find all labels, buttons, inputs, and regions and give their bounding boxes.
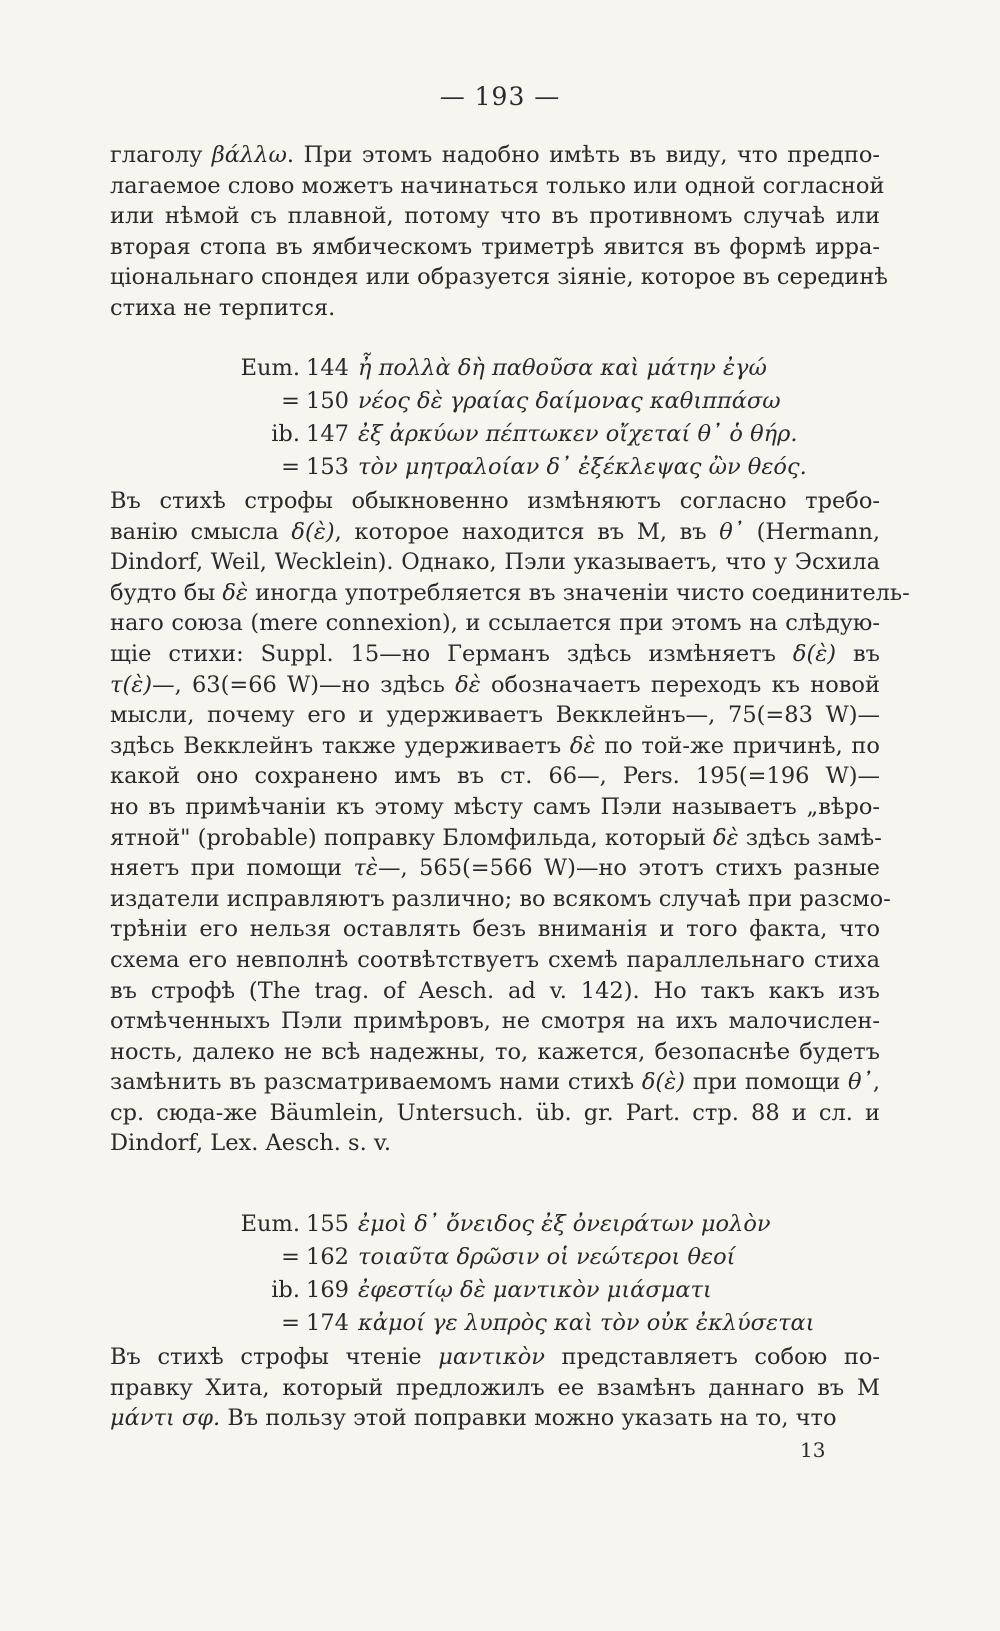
- text-segment: ,: [872, 1069, 880, 1096]
- text-segment: здѣсь замѣ-: [738, 824, 882, 851]
- paragraph-1: [110, 140, 888, 324]
- text-line: [110, 914, 880, 945]
- greek-verse: ἐμοὶ δ᾽ ὄνειδος ἐξ ὀνειράτων μολὸν: [358, 1211, 771, 1237]
- text-segment: издатели исправляютъ различно; во всякомъ случаѣ при разсмо-: [110, 885, 891, 912]
- verse-ref: ib.: [271, 1277, 300, 1303]
- verse-block-1: [0, 352, 1000, 484]
- text-line: [110, 201, 880, 232]
- greek-word: δὲ: [712, 824, 739, 851]
- text-line: [110, 700, 880, 731]
- greek-verse: ἦ πολλὰ δὴ παθοῦσα καὶ μάτην ἐγώ: [358, 355, 767, 381]
- text-line: [110, 853, 880, 884]
- text-segment: ванію смысла: [110, 518, 292, 545]
- text-segment: ятной" (probable) поправку Бломфильда, который: [110, 824, 713, 851]
- greek-word: τὲ: [353, 855, 378, 882]
- text-line: [110, 1128, 880, 1159]
- verse-line: [0, 1241, 1000, 1274]
- text-segment: ность, далеко не всѣ надежны, то, кажется, безопаснѣе будетъ: [110, 1038, 880, 1065]
- text-segment: здѣсь Векклейнъ также удерживаетъ: [110, 732, 570, 759]
- text-segment: —, 565(=566 W)—но этотъ стихъ разные: [378, 855, 880, 882]
- greek-word: δὲ: [569, 732, 596, 759]
- text-segment: ср. сюда-же Bäumlein, Untersuch. üb. gr. Part. стр. 88 и сл. и: [110, 1099, 880, 1126]
- text-segment: трѣніи его нельзя оставлять безъ вниманія и того факта, что: [110, 916, 880, 943]
- verse-line: [0, 352, 1000, 385]
- text-line: [110, 171, 885, 202]
- verse-line: [0, 451, 1000, 484]
- greek-word: δ(ὲ): [291, 518, 335, 545]
- text-segment: представляетъ собою по-: [544, 1344, 880, 1370]
- verse-ref: ib.: [271, 421, 300, 447]
- page-number: — 193 —: [439, 82, 561, 111]
- greek-verse: τοιαῦτα δρῶσιν οἱ νεώτεροι θεοί: [358, 1244, 736, 1270]
- verse-number: 153: [306, 454, 349, 480]
- text-segment: Въ пользу этой поправки можно указать на то, что: [220, 1405, 837, 1432]
- text-segment: мысли, почему его и удерживаетъ Векклейнъ—, 75(=83 W)—: [110, 702, 880, 729]
- verse-line: [0, 1274, 1000, 1307]
- text-line: [110, 884, 891, 915]
- text-segment: щіе стихи: Suppl. 15—но Германъ здѣсь измѣняетъ: [110, 640, 793, 667]
- verse-line: [0, 385, 1000, 418]
- greek-verse: ἐξ ἀρκύων πέπτωκεν οἴχεταί θ᾽ ὁ θήρ.: [358, 421, 798, 447]
- verse-ref: =: [281, 388, 300, 414]
- text-line: [110, 140, 880, 171]
- text-line: [110, 1067, 880, 1098]
- paragraph-3: [110, 1342, 880, 1434]
- text-segment: , которое находится въ M, въ: [334, 518, 720, 545]
- text-line: [110, 639, 880, 670]
- text-line: [110, 731, 880, 762]
- greek-word: θ᾽: [848, 1069, 873, 1096]
- text-line: [110, 1098, 880, 1129]
- text-segment: въ строфѣ (The trag. of Aesch. ad v. 142). Но такъ какъ изъ: [110, 977, 880, 1004]
- verse-number: 155: [306, 1211, 349, 1237]
- verse-ref: Eum.: [240, 355, 300, 381]
- text-line: [110, 1403, 880, 1434]
- verse-line: [0, 1307, 1000, 1340]
- verse-ref: =: [281, 454, 300, 480]
- verse-line: [0, 1208, 1000, 1241]
- text-line: [110, 262, 888, 293]
- text-line: [110, 608, 880, 639]
- text-segment: отмѣченныхъ Пэли примѣровъ, не смотря на ихъ малочислен-: [110, 1008, 880, 1035]
- text-segment: . При этомъ надобно имѣть въ виду, что предпо-: [286, 142, 881, 168]
- text-segment: ціональнаго спондея или образуется зіяніе, которое въ серединѣ: [110, 264, 888, 291]
- text-segment: будто бы: [110, 579, 223, 606]
- text-segment: Dindorf, Lex. Aesch. s. v.: [110, 1130, 392, 1157]
- greek-verse: ἐφεστίῳ δὲ μαντικὸν μιάσματι: [358, 1277, 712, 1303]
- text-segment: Въ стихѣ строфы чтеніе: [110, 1344, 439, 1370]
- text-line: [110, 670, 880, 701]
- text-segment: Dindorf, Weil, Wecklein). Однако, Пэли указываетъ, что у Эсхила: [110, 549, 880, 576]
- text-segment: стиха не терпится.: [110, 294, 336, 321]
- verse-ref: =: [281, 1310, 300, 1336]
- greek-word: θ᾽: [719, 518, 745, 545]
- greek-word: τ(ὲ): [110, 671, 153, 698]
- text-segment: по той-же причинѣ, по: [595, 732, 880, 759]
- verse-number: 147: [306, 421, 349, 447]
- text-line: [110, 823, 880, 854]
- text-segment: (Hermann,: [744, 518, 880, 545]
- text-line: [110, 761, 880, 792]
- verse-number: 174: [306, 1310, 349, 1336]
- signature-mark: 13: [800, 1438, 826, 1462]
- text-line: [110, 578, 910, 609]
- greek-word: μαντικὸν: [438, 1344, 545, 1370]
- text-segment: правку Хита, который предложилъ ее взамѣнъ даннаго въ M: [110, 1374, 880, 1401]
- text-segment: Въ стихѣ строфы обыкновенно измѣняютъ согласно требо-: [110, 488, 880, 514]
- text-segment: обозначаетъ переходъ къ новой: [480, 671, 880, 698]
- greek-verse: τὸν μητραλοίαν δ᾽ ἐξέκλεψας ὢν θεός.: [358, 454, 807, 480]
- text-line: [110, 293, 880, 324]
- text-line: [110, 945, 880, 976]
- text-segment: —, 63(=66 W)—но здѣсь: [152, 671, 456, 698]
- verse-line: [0, 418, 1000, 451]
- text-segment: какой оно сохранено имъ въ ст. 66—, Pers. 195(=196 W)—: [110, 763, 880, 790]
- text-segment: въ: [836, 640, 880, 667]
- verse-number: 169: [306, 1277, 349, 1303]
- text-segment: глаголу: [110, 142, 212, 168]
- text-segment: замѣнить въ разсматриваемомъ нами стихѣ: [110, 1069, 642, 1096]
- text-segment: вторая стопа въ ямбическомъ триметрѣ явится въ формѣ ирра-: [110, 233, 880, 260]
- verse-block-2: [0, 1208, 1000, 1340]
- text-line: [110, 976, 880, 1007]
- verse-number: 144: [306, 355, 349, 381]
- text-line: [110, 547, 880, 578]
- text-segment: лагаемое слово можетъ начинаться только или одной согласной: [110, 172, 885, 199]
- greek-word: δὲ: [455, 671, 481, 698]
- text-segment: схема его невполнѣ соотвѣтствуетъ схемѣ параллельнаго стиха: [110, 946, 880, 973]
- text-segment: но въ примѣчаніи къ этому мѣсту самъ Пэли называетъ „вѣро-: [110, 793, 880, 820]
- text-segment: няетъ при помощи: [110, 855, 354, 882]
- text-segment: при помощи: [685, 1069, 849, 1096]
- greek-word: βάλλω: [211, 142, 287, 168]
- verse-ref: =: [281, 1244, 300, 1270]
- text-segment: наго союза (mere connexion), и ссылается при этомъ на слѣдую-: [110, 610, 880, 637]
- greek-verse: κἀμοί γε λυπρὸς καὶ τὸν οὐκ ἐκλύσεται: [358, 1310, 815, 1336]
- text-line: [110, 1342, 880, 1373]
- verse-ref: Eum.: [240, 1211, 300, 1237]
- paragraph-2: [110, 486, 910, 1159]
- text-line: [110, 792, 880, 823]
- text-line: [110, 486, 880, 517]
- text-line: [110, 517, 880, 548]
- text-line: [110, 1037, 880, 1068]
- text-line: [110, 1006, 880, 1037]
- greek-word: δ(ὲ): [641, 1069, 686, 1096]
- text-segment: или нѣмой съ плавной, потому что въ противномъ случаѣ или: [110, 203, 880, 230]
- text-segment: иногда употребляется въ значеніи чисто соединитель-: [248, 579, 910, 606]
- text-line: [110, 1373, 880, 1404]
- greek-word: μάντι σφ.: [110, 1405, 221, 1432]
- verse-number: 150: [306, 388, 349, 414]
- text-line: [110, 232, 880, 263]
- greek-verse: νέος δὲ γραίας δαίμονας καθιππάσω: [358, 388, 781, 414]
- verse-number: 162: [306, 1244, 349, 1270]
- greek-word: δ(ὲ): [792, 640, 837, 667]
- greek-word: δὲ: [222, 579, 249, 606]
